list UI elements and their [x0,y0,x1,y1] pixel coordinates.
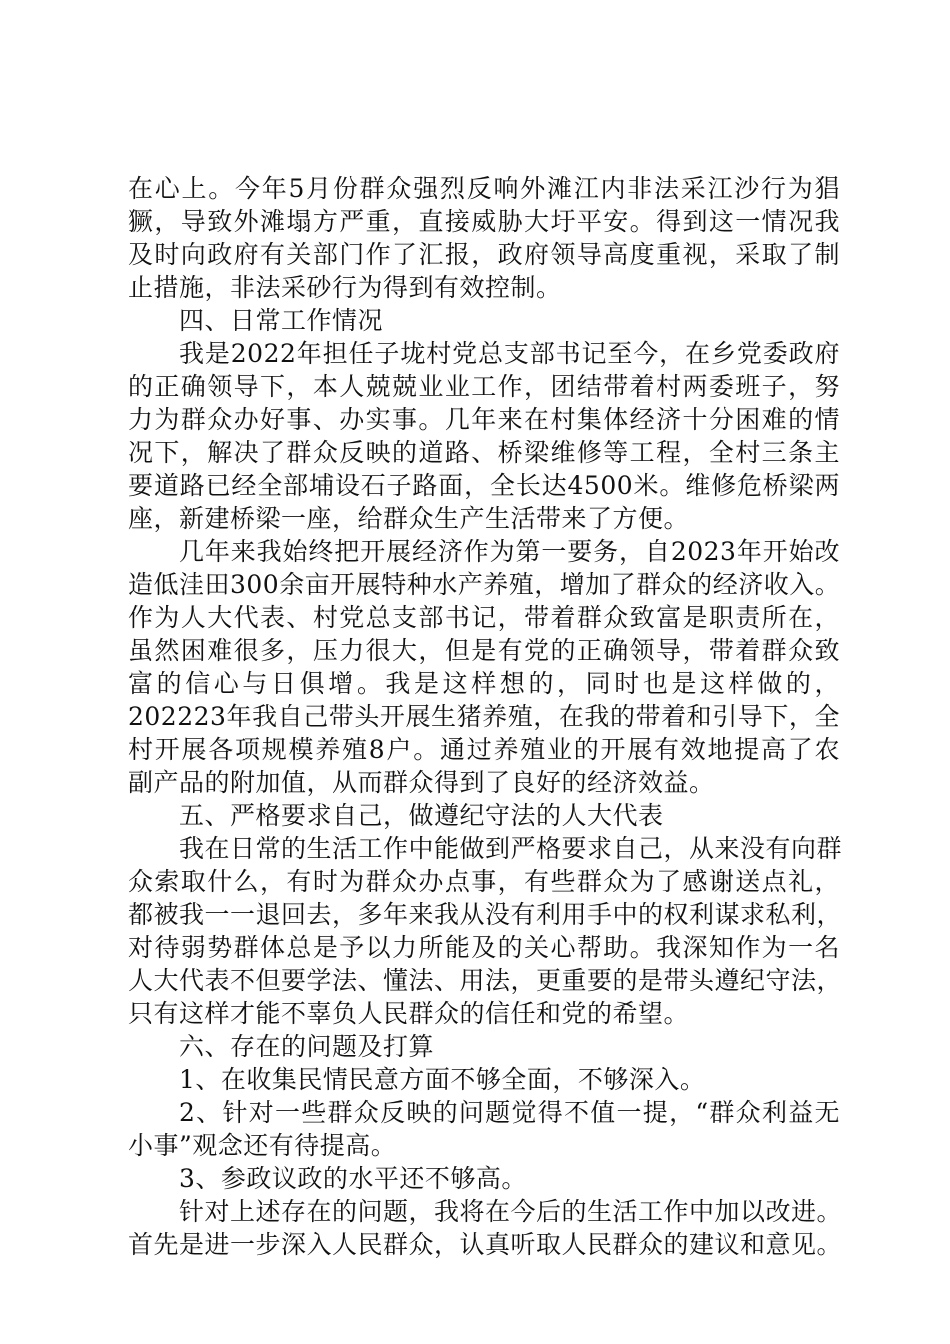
document-body [128,172,843,1261]
text-line: 力为群众办好事、办实事。几年来在村集体经济十分困难的情 [128,405,840,434]
text-line: 况下，解决了群众反映的道路、桥梁维修等工程，全村三条主 [128,438,840,467]
text-line: 首先是进一步深入人民群众，认真听取人民群众的建议和意见。 [128,1230,843,1259]
text-line: 的正确领导下，本人兢兢业业工作，团结带着村两委班子，努 [128,372,840,401]
text-line: 獗，导致外滩塌方严重，直接威胁大圩平安。得到这一情况我 [128,207,840,236]
section-heading: 六、存在的问题及打算 [179,1032,435,1061]
text-line: 止措施，非法采砂行为得到有效控制。 [128,273,562,302]
section-heading: 五、严格要求自己，做遵纪守法的人大代表 [179,801,664,830]
text-line: 副产品的附加值，从而群众得到了良好的经济效益。 [128,768,715,797]
text-line: 人大代表不但要学法、懂法、用法，更重要的是带头遵纪守法， [128,966,843,995]
text-line: 都被我一一退回去，多年来我从没有利用手中的权利谋求私利， [128,900,843,929]
text-line: 虽然困难很多，压力很大，但是有党的正确领导，带着群众致 [128,636,840,665]
text-line: 在心上。今年5月份群众强烈反响外滩江内非法采江沙行为猖 [128,174,840,203]
text-line: 对待弱势群体总是予以力所能及的关心帮助。我深知作为一名 [128,933,840,962]
text-line: 202223年我自己带头开展生猪养殖，在我的带着和引导下，全 [128,702,840,731]
text-line: 富的信心与日俱增。我是这样想的，同时也是这样做的， [128,669,840,698]
text-line: 村开展各项规模养殖8户。通过养殖业的开展有效地提高了农 [128,735,840,764]
text-line: 要道路已经全部埔设石子路面，全长达4500米。维修危桥梁两 [128,471,840,500]
text-line: 造低洼田300余亩开展特种水产养殖，增加了群众的经济收入。 [128,570,841,599]
text-line: 几年来我始终把开展经济作为第一要务，自2023年开始改 [179,537,840,566]
text-line: 座，新建桥梁一座，给群众生产生活带来了方便。 [128,504,690,533]
text-line: 针对上述存在的问题，我将在今后的生活工作中加以改进。 [179,1197,843,1226]
text-line: 我是2022年担任子垅村党总支部书记至今，在乡党委政府 [179,339,840,368]
text-line: 小事”观念还有待提高。 [128,1131,397,1160]
text-line: 作为人大代表、村党总支部书记，带着群众致富是职责所在， [128,603,840,632]
text-line: 众索取什么，有时为群众办点事，有些群众为了感谢送点礼， [128,867,840,896]
text-line: 及时向政府有关部门作了汇报，政府领导高度重视，采取了制 [128,240,840,269]
text-line: 我在日常的生活工作中能做到严格要求自己，从来没有向群 [179,834,843,863]
text-line: 3、参政议政的水平还不够高。 [179,1164,527,1193]
section-heading: 四、日常工作情况 [179,306,384,335]
text-line: 只有这样才能不辜负人民群众的信任和党的希望。 [128,999,690,1028]
text-line: 1、在收集民情民意方面不够全面，不够深入。 [179,1065,706,1094]
text-line: 2、针对一些群众反映的问题觉得不值一提，“群众利益无 [179,1098,840,1127]
